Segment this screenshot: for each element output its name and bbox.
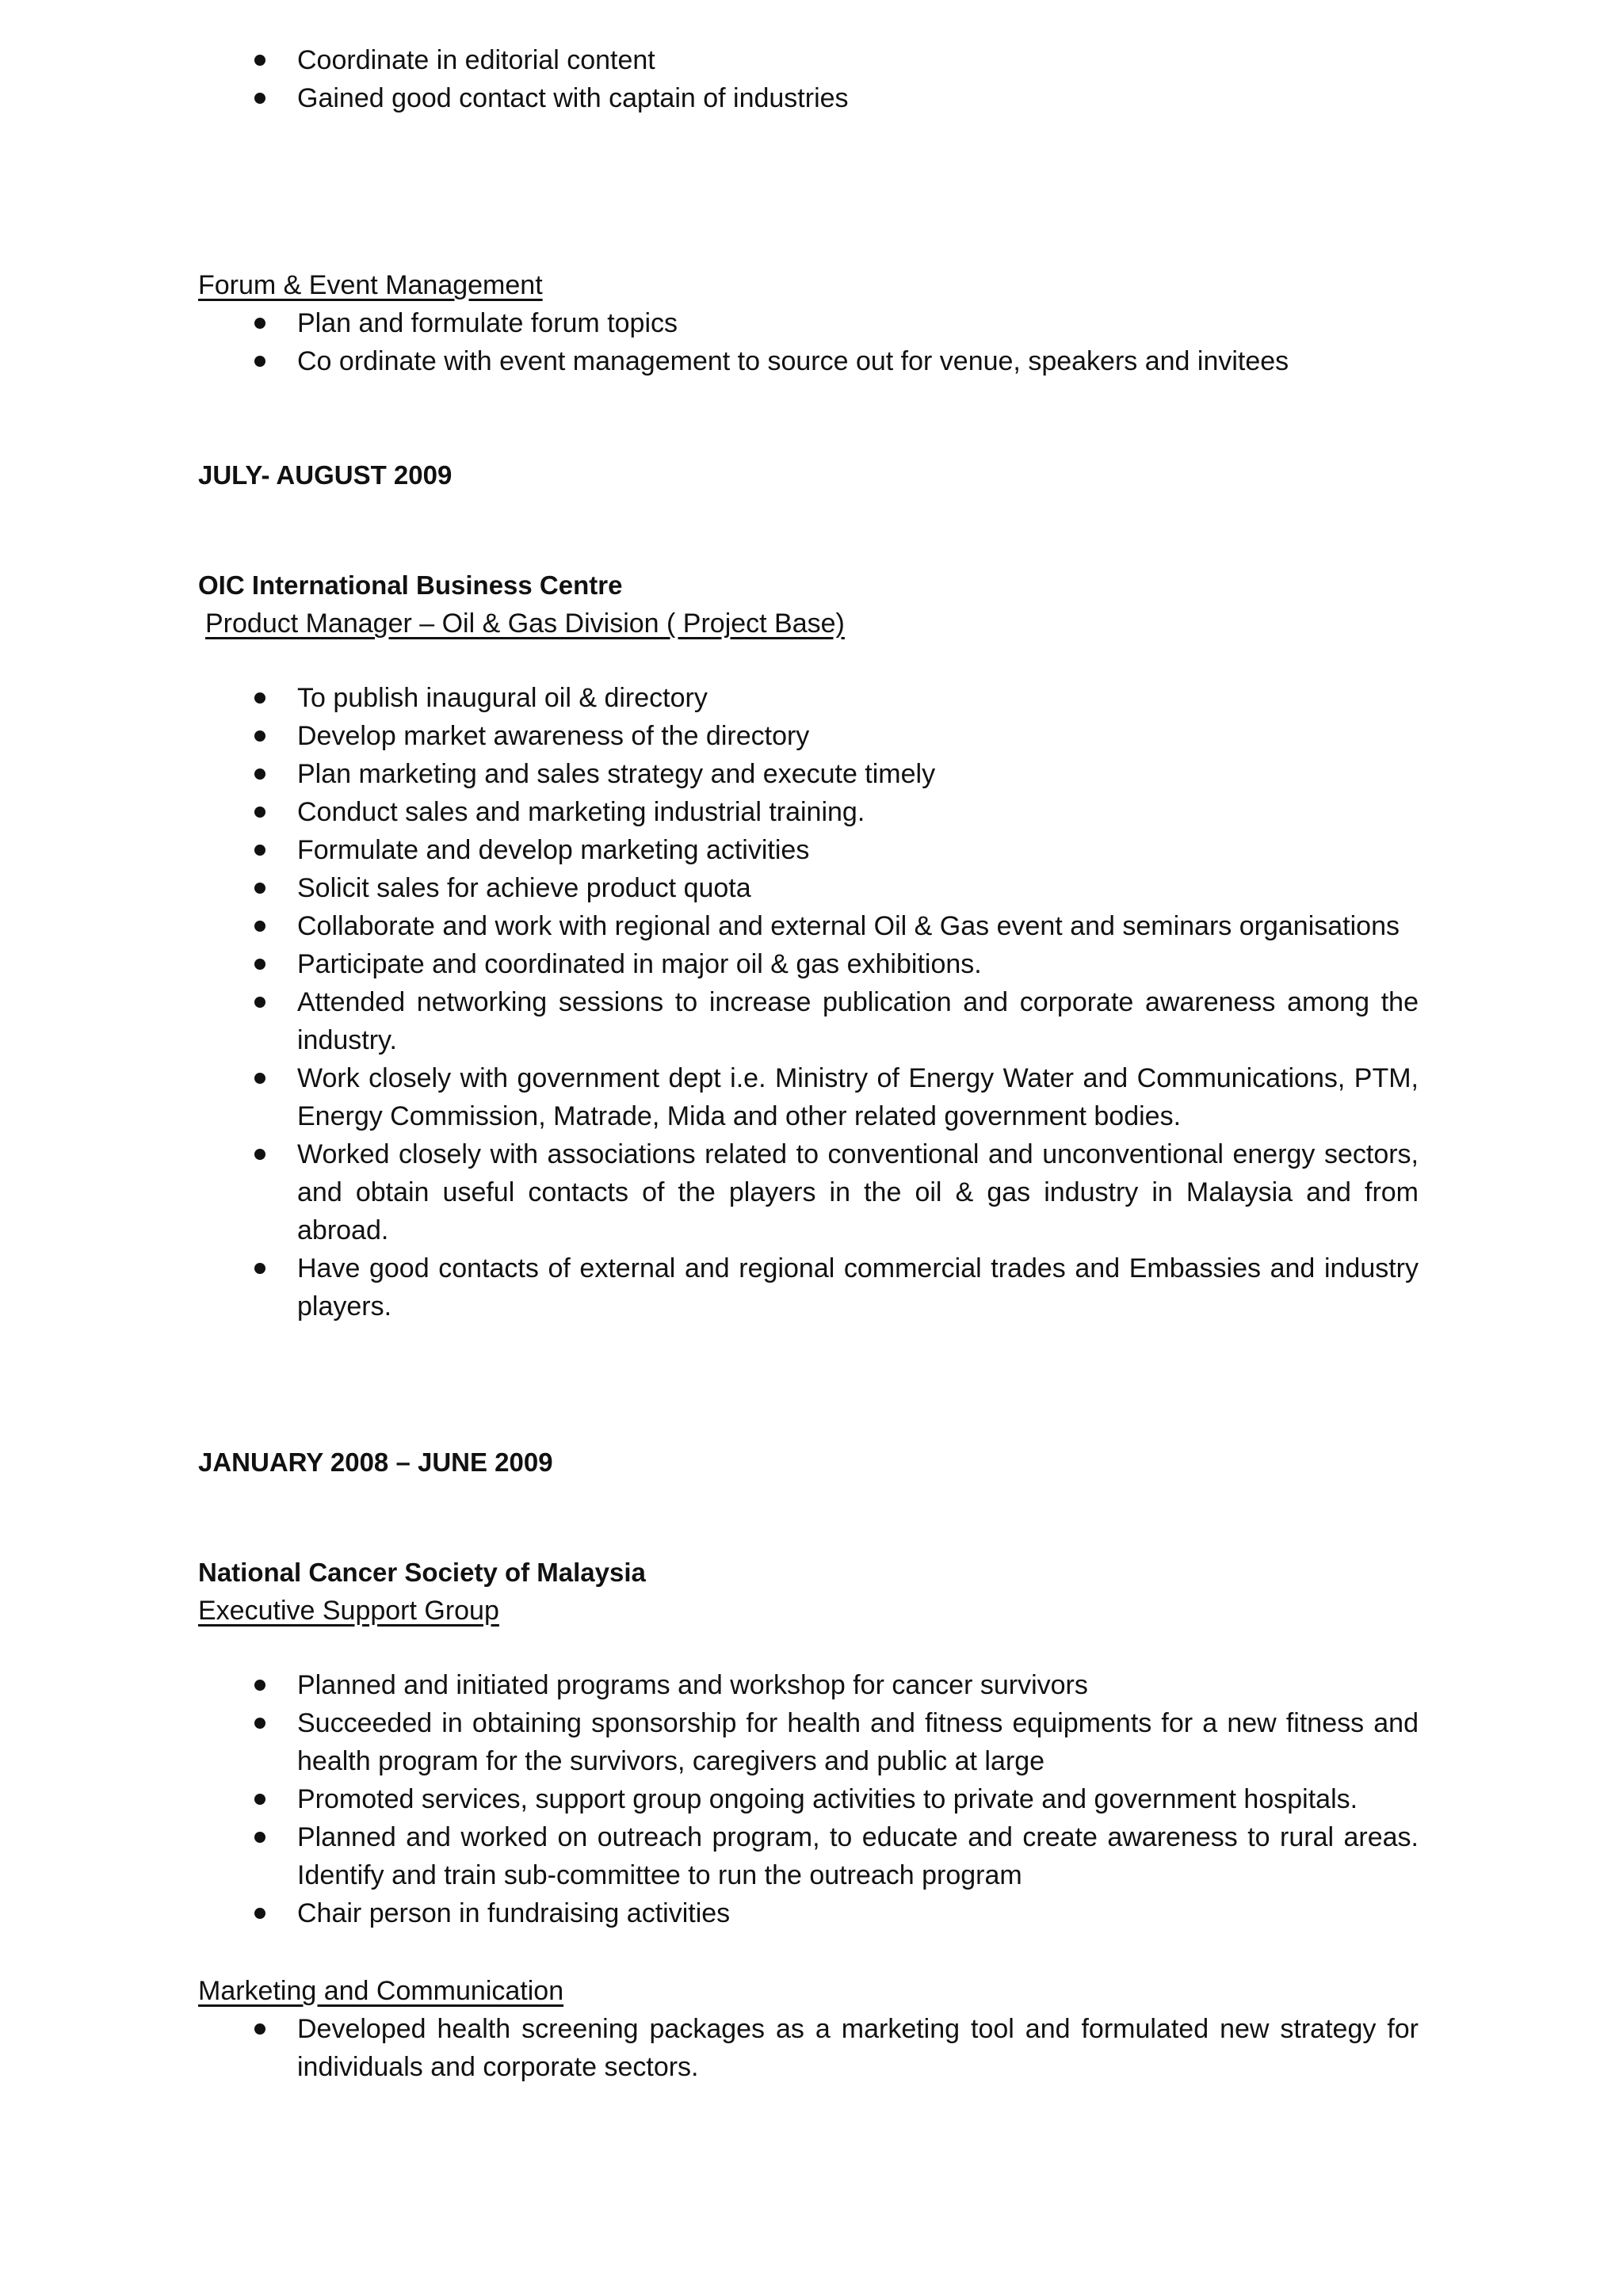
list-item: Have good contacts of external and regional commercial trades and Embassies and industry players. <box>198 1249 1419 1325</box>
list-item: Succeeded in obtaining sponsorship for health and fitness equipments for a new fitness and health program for the survivors, caregivers and public at large <box>198 1704 1419 1780</box>
list-item: Work closely with government dept i.e. Ministry of Energy Water and Communications, PTM, Energy Commission, Matrade, Mida and other related government bodies. <box>198 1059 1419 1135</box>
bullet-icon <box>254 921 265 932</box>
list-item: Formulate and develop marketing activities <box>198 831 1419 869</box>
bullet-icon <box>254 1908 265 1919</box>
list-item: To publish inaugural oil & directory <box>198 679 1419 717</box>
list-item: Solicit sales for achieve product quota <box>198 869 1419 907</box>
bullet-icon <box>254 356 265 367</box>
period-heading: JULY- AUGUST 2009 <box>198 460 453 490</box>
list-item: Co ordinate with event management to source out for venue, speakers and invitees <box>198 342 1419 380</box>
list-item: Planned and initiated programs and workshop for cancer survivors <box>198 1666 1419 1704</box>
list-item: Worked closely with associations related to conventional and unconventional energy sectors, and obtain useful contacts of the players in the oil & gas industry in Malaysia and from abroad. <box>198 1135 1419 1249</box>
ncsm-section <box>198 1554 1419 1630</box>
list-item: Promoted services, support group ongoing activities to private and government hospitals. <box>198 1780 1419 1818</box>
list-item: Conduct sales and marketing industrial training. <box>198 793 1419 831</box>
bullet-icon <box>254 692 265 704</box>
bullet-icon <box>254 93 265 104</box>
bullet-icon <box>254 959 265 970</box>
list-item: Chair person in fundraising activities <box>198 1894 1419 1932</box>
oic-section <box>198 566 1419 643</box>
marketing-section <box>198 1972 1419 2086</box>
list-item: Participate and coordinated in major oil & gas exhibitions. <box>198 945 1419 983</box>
bullet-icon <box>254 1832 265 1843</box>
bullet-icon <box>254 807 265 818</box>
list-item: Gained good contact with captain of industries <box>198 79 1419 117</box>
marketing-bullet-list <box>198 2010 1419 2086</box>
bullet-icon <box>254 1263 265 1274</box>
bullet-icon <box>254 2023 265 2035</box>
bullet-icon <box>254 997 265 1008</box>
bullet-icon <box>254 1718 265 1729</box>
company-name: OIC International Business Centre <box>198 570 623 600</box>
company-name: National Cancer Society of Malaysia <box>198 1558 646 1587</box>
bullet-icon <box>254 1680 265 1691</box>
bullet-icon <box>254 1149 265 1160</box>
list-item: Attended networking sessions to increase publication and corporate awareness among the industry. <box>198 983 1419 1059</box>
bullet-icon <box>254 845 265 856</box>
oic-bullet-list <box>198 679 1419 1325</box>
bullet-icon <box>254 1073 265 1084</box>
period-2009-section <box>198 456 1419 494</box>
bullet-icon <box>254 769 265 780</box>
forum-section <box>198 266 1419 380</box>
list-item: Planned and worked on outreach program, to educate and create awareness to rural areas. Identify and train sub-committee to run the outreach program <box>198 1818 1419 1894</box>
list-item: Coordinate in editorial content <box>198 41 1419 79</box>
list-item: Developed health screening packages as a marketing tool and formulated new strategy for individuals and corporate sectors. <box>198 2010 1419 2086</box>
list-item: Develop market awareness of the directory <box>198 717 1419 755</box>
ncsm-duties-section <box>198 1666 1419 1932</box>
list-item: Plan marketing and sales strategy and execute timely <box>198 755 1419 793</box>
period-heading: JANUARY 2008 – JUNE 2009 <box>198 1447 553 1477</box>
bullet-icon <box>254 883 265 894</box>
list-item: Plan and formulate forum topics <box>198 304 1419 342</box>
marketing-title: Marketing and Communication <box>198 1976 564 2006</box>
bullet-icon <box>254 318 265 329</box>
oic-duties-section <box>198 679 1419 1325</box>
top-bullet-list-section <box>198 41 1419 117</box>
bullet-icon <box>254 1794 265 1805</box>
ncsm-bullet-list <box>198 1666 1419 1932</box>
top-bullet-list <box>198 41 1419 117</box>
forum-title: Forum & Event Management <box>198 270 543 300</box>
list-item: Collaborate and work with regional and external Oil & Gas event and seminars organisations <box>198 907 1419 945</box>
period-2008-section <box>198 1444 1419 1482</box>
bullet-icon <box>254 55 265 66</box>
job-role: Product Manager – Oil & Gas Division ( Project Base) <box>205 608 845 639</box>
job-role: Executive Support Group <box>198 1596 499 1626</box>
bullet-icon <box>254 730 265 742</box>
forum-bullet-list <box>198 304 1419 380</box>
